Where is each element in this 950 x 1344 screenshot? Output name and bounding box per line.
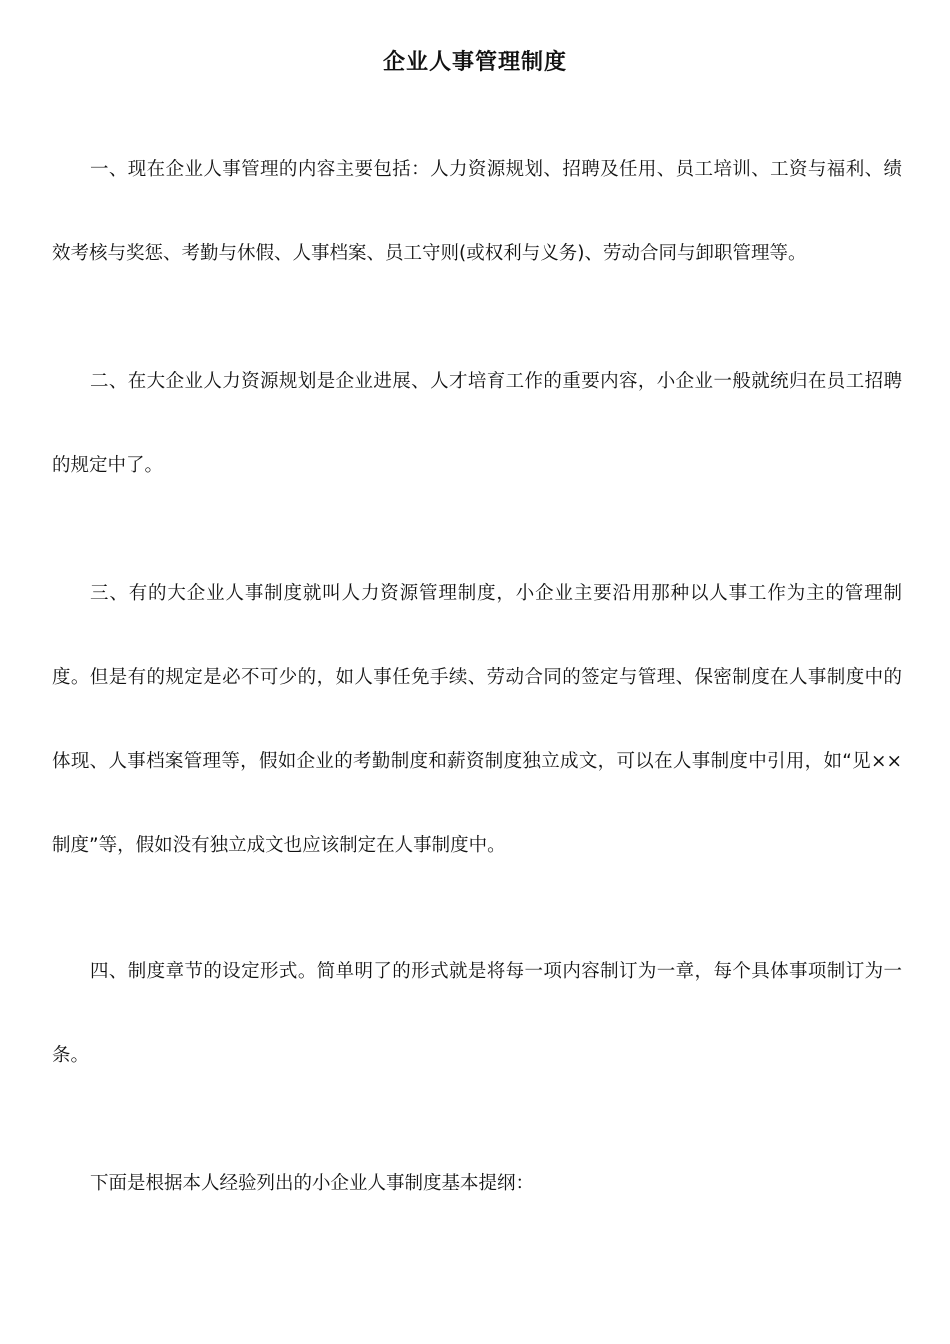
paragraph-1: 一、现在企业人事管理的内容主要包括：人力资源规划、招聘及任用、员工培训、工资与福利、绩效考核与奖惩、考勤与休假、人事档案、员工守则(或权利与义务)、劳动合同与卸职管理等。 xyxy=(52,159,902,264)
paragraph-4: 四、制度章节的设定形式。简单明了的形式就是将每一项内容制订为一章，每个具体事项制订为一条。 xyxy=(52,961,902,1066)
paragraph-5: 下面是根据本人经验列出的小企业人事制度基本提纲： xyxy=(90,1173,535,1194)
document-title: 企业人事管理制度 xyxy=(382,50,567,75)
paragraph-3: 三、有的大企业人事制度就叫人力资源管理制度，小企业主要沿用那种以人事工作为主的管理制度。但是有的规定是必不可少的，如人事任免手续、劳动合同的签定与管理、保密制度在人事制度中的体现、人事档案管理等，假如企业的考勤制度和薪资制度独立成文，可以在人事制度中引用，如“见××制度”等，假如没有独立成文也应该制定在人事制度中。 xyxy=(52,583,902,856)
paragraph-2: 二、在大企业人力资源规划是企业进展、人才培育工作的重要内容，小企业一般就统归在员工招聘的规定中了。 xyxy=(52,371,902,476)
